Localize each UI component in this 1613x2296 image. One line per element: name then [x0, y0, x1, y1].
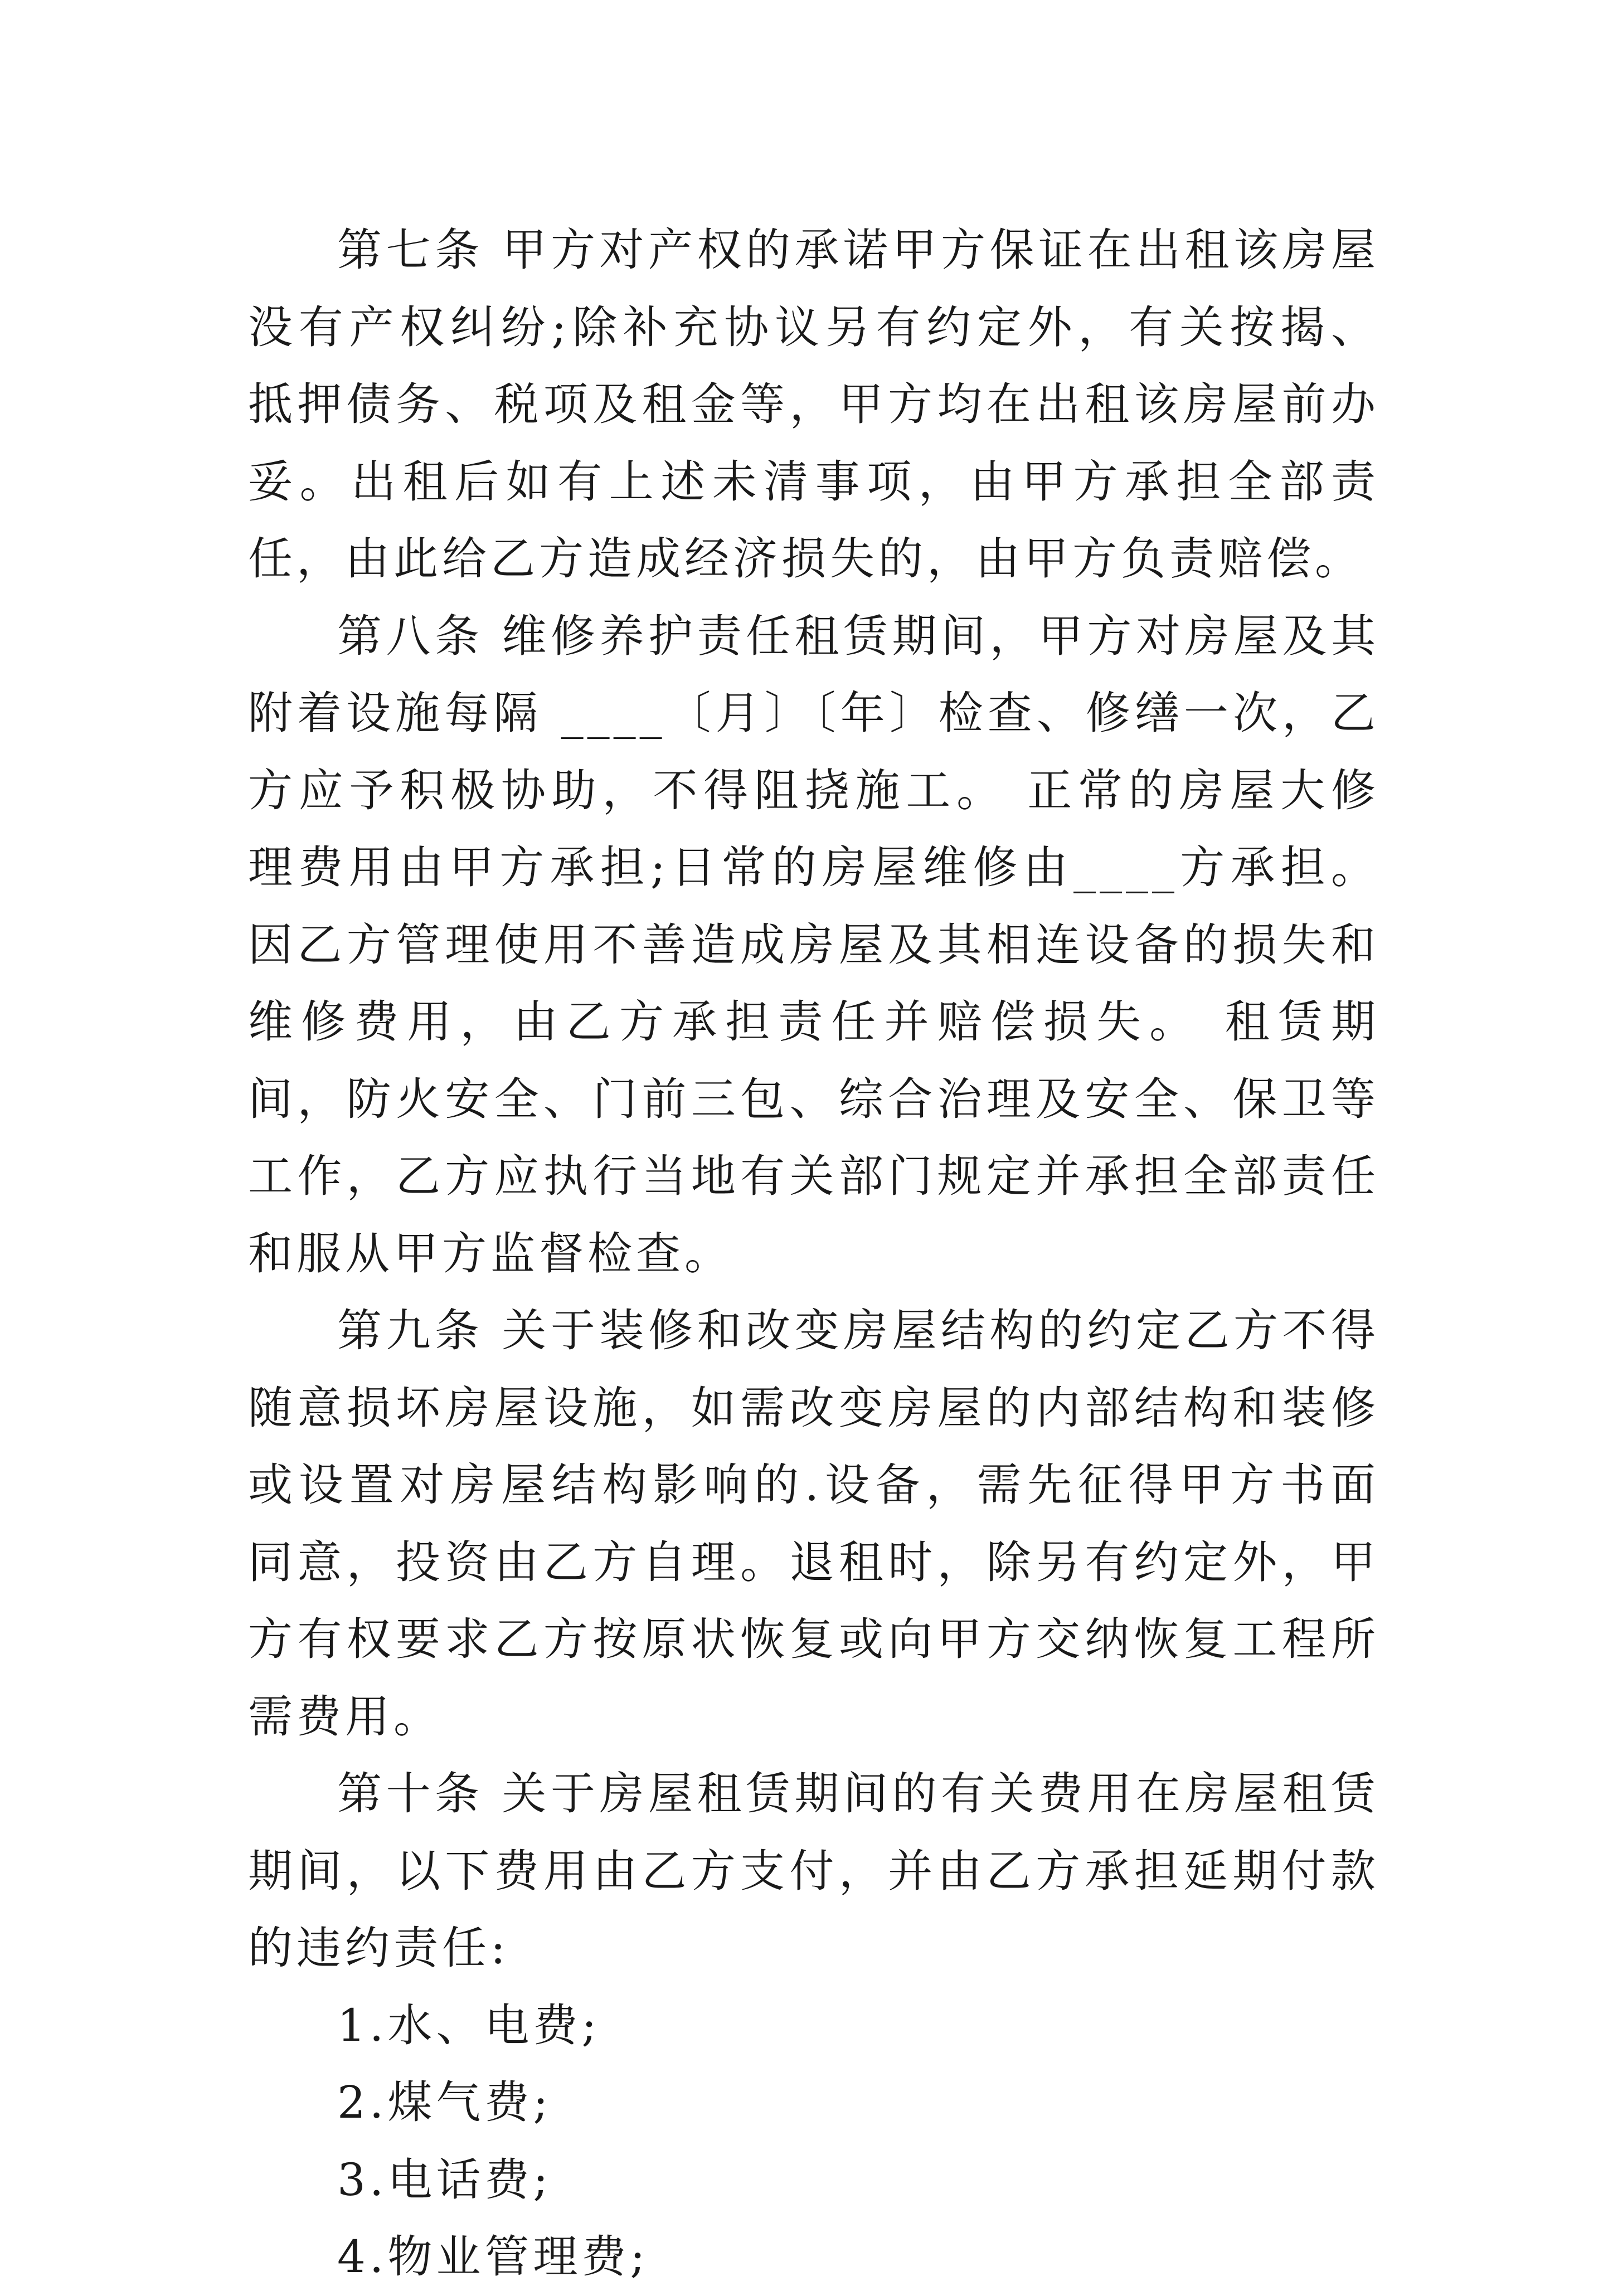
document-body [248, 212, 1379, 2296]
article-10-paragraph: 第十条 关于房屋租赁期间的有关费用在房屋租赁期间，以下费用由乙方支付，并由乙方承担延期付款的违约责任: [248, 1768, 1379, 1974]
fee-list-item: 3.电话费; [337, 2153, 552, 2206]
fee-list-item: 1.水、电费; [337, 1999, 601, 2051]
fee-list-item: 4.物业管理费; [337, 2231, 649, 2283]
article-9-paragraph: 第九条 关于装修和改变房屋结构的约定乙方不得随意损坏房屋设施，如需改变房屋的内部结构和装修或设置对房屋结构影响的.设备，需先征得甲方书面同意，投资由乙方自理。退租时，除另有约定外，甲方有权要求乙方按原状恢复或向甲方交纳恢复工程所需费用。 [248, 1305, 1379, 1743]
fee-list-item: 2.煤气费; [337, 2076, 552, 2128]
article-8-paragraph: 第八条 维修养护责任租赁期间，甲方对房屋及其附着设施每隔 ____〔月〕〔年〕检查、修缮一次，乙方应予积极协助，不得阻挠施工。 正常的房屋大修理费用由甲方承担;日常的房屋维修由____方承担。 因乙方管理使用不善造成房屋及其相连设备的损失和维修费用，由乙方承担责任并赔偿损失。 租赁期间，防火安全、门前三包、综合治理及安全、保卫等工作，乙方应执行当地有关部门规定并承担全部责任和服从甲方监督检查。 [248, 610, 1379, 1280]
article-7-paragraph: 第七条 甲方对产权的承诺甲方保证在出租该房屋没有产权纠纷;除补充协议另有约定外，有关按揭、抵押债务、税项及租金等，甲方均在出租该房屋前办妥。出租后如有上述未清事项，由甲方承担全部责任，由此给乙方造成经济损失的，由甲方负责赔偿。 [248, 224, 1379, 585]
